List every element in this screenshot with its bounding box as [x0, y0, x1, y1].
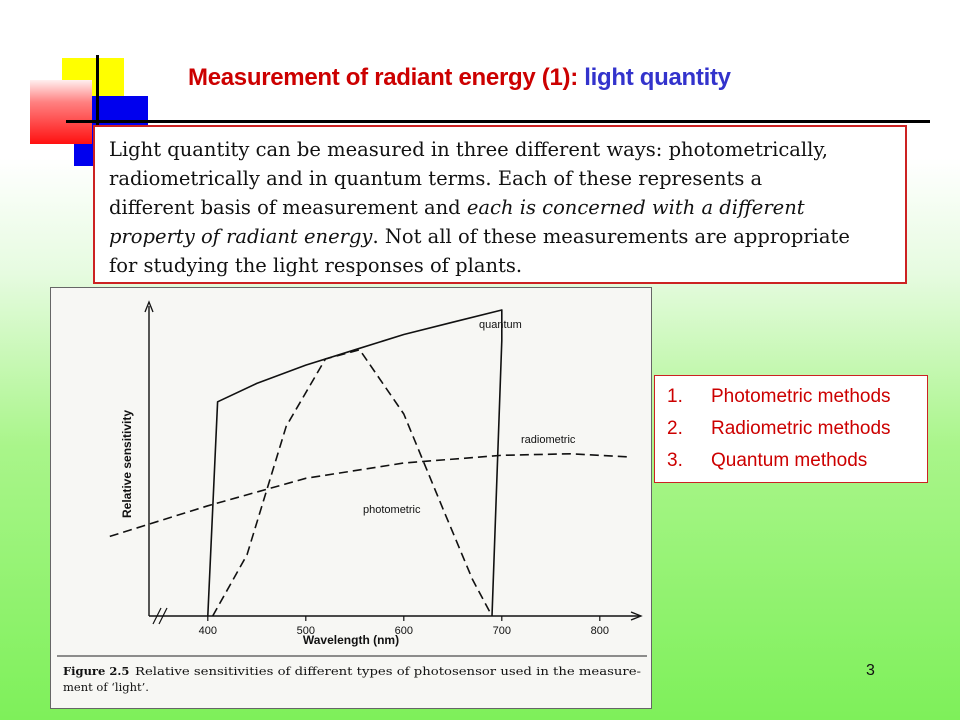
x-tick-label: 700 [492, 625, 511, 637]
x-tick-label: 500 [296, 625, 315, 637]
series-label-quantum: quantum [479, 319, 522, 331]
list-label: Photometric methods [711, 386, 891, 407]
caption-label: Figure 2.5 [63, 664, 130, 678]
page-number: 3 [866, 662, 875, 679]
series-label-photometric: photometric [363, 504, 421, 516]
x-tick-group [199, 616, 609, 637]
x-tick-label: 600 [394, 625, 413, 637]
decorative-horizontal-rule [66, 120, 930, 123]
y-axis-label: Relative sensitivity [120, 409, 134, 518]
decorative-red-square [30, 80, 92, 144]
list-number: 2. [667, 418, 683, 439]
list-item [655, 450, 927, 482]
series-layer [110, 310, 629, 616]
title-part-red: Measurement of radiant energy (1): [188, 64, 585, 91]
caption-text: Relative sensitivities of different types of photosensor used in the measure- [135, 664, 642, 678]
list-item [655, 418, 927, 450]
title-part-blue: light quantity [584, 64, 731, 91]
x-tick-label: 400 [198, 625, 217, 637]
sensitivity-chart [51, 288, 651, 708]
list-number: 3. [667, 450, 683, 471]
list-item [655, 386, 927, 418]
slide-title [188, 64, 731, 92]
x-axis-label: Wavelength (nm) [302, 633, 400, 647]
quote-line: radiometrically and in quantum terms. Each of these represents a [109, 167, 763, 190]
caption-text: ment of ‘light’. [63, 680, 149, 694]
list-label: Quantum methods [711, 450, 868, 471]
quote-line: for studying the light responses of plants. [109, 254, 523, 277]
quote-box [93, 125, 907, 284]
quote-emphasis: property of radiant energy [109, 225, 373, 248]
quote-line: Light quantity can be measured in three different ways: photometrically, [109, 138, 828, 161]
series-line-radiometric [110, 454, 629, 537]
list-number: 1. [667, 386, 683, 407]
quote-segment: different basis of measurement and [109, 196, 467, 219]
quote-emphasis: each is concerned with a different [466, 196, 805, 219]
quote-line [109, 222, 891, 251]
quote-text [109, 135, 891, 280]
figure-image [50, 287, 652, 709]
series-label-radiometric: radiometric [521, 434, 576, 446]
series-line-quantum [208, 310, 502, 616]
quote-segment: . Not all of these measurements are appropriate [372, 225, 850, 248]
x-tick-label: 800 [590, 625, 609, 637]
list-label: Radiometric methods [711, 418, 891, 439]
series-line-photometric [213, 350, 492, 616]
quote-line [109, 193, 891, 222]
methods-list [654, 375, 928, 483]
